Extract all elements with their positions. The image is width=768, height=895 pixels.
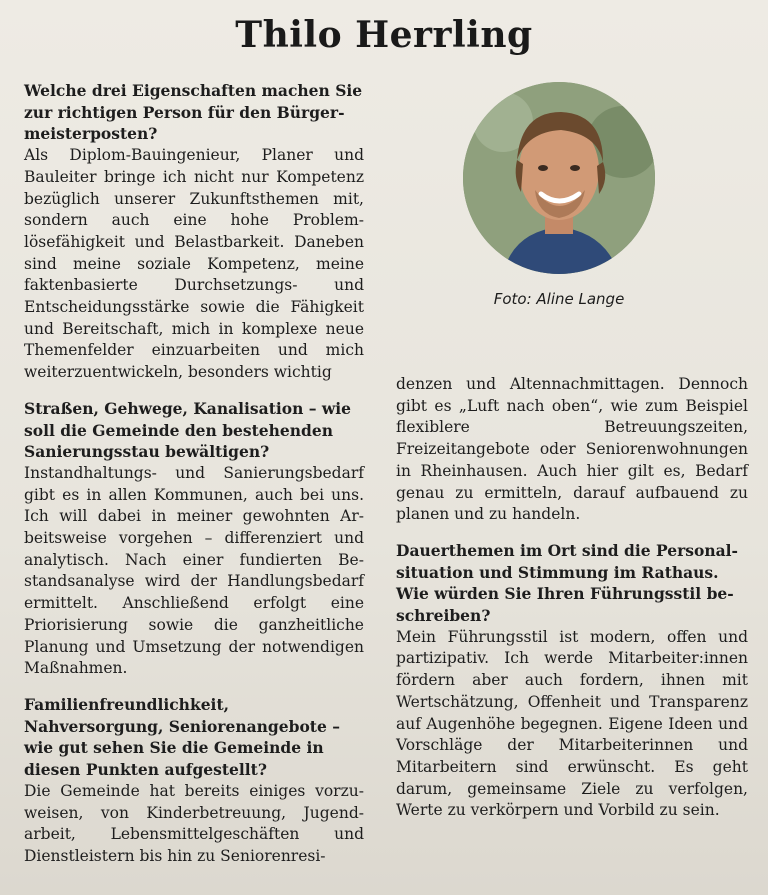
photo-caption: Foto: Aline Lange	[493, 290, 625, 308]
article-title: Thilo Herrling	[235, 14, 533, 56]
question-1: Welche drei Eigenschaften machen Sie zur richtigen Person für den Bürgermeisterposten?	[24, 81, 363, 144]
answer-2: Instandhaltungs- und Sanierungsbedarf gibt es in allen Kommunen, auch bei uns. Ich will dabei in meiner gewohnten Arbeitsweise vorgehen – differenziert und analytisch. Nach einer fundierten Bestandsanalyse wird der Handlungsbedarf ermittelt. Anschließend erfolgt eine Priorisierung sowie die ganzheitliche Planung und Umsetzung der notwendigen Maßnahmen.	[24, 463, 364, 678]
question-3: Familienfreundlichkeit, Nahversorgung, Seniorenangebote – wie gut sehen Sie die Gemeinde in diesen Punkten aufgestellt?	[24, 694, 340, 780]
qa-block-4	[396, 540, 748, 822]
answer-3-continuation: denzen und Altennachmittagen. Dennoch gibt es „Luft nach oben“, wie zum Beispiel flexiblere Betreuungszeiten, Freizeitangebote oder Seniorenwohnungen in Rheinhausen. Auch hier gilt es, Bedarf genau zu ermitteln, darauf aufbauend zu planen und zu handeln.	[396, 375, 748, 524]
question-2: Straßen, Gehwege, Kanalisation – wie soll die Gemeinde den bestehenden Sanierungsstau bewältigen?	[24, 398, 351, 462]
question-4: Dauerthemen im Ort sind die Personalsituation und Stimmung im Rathaus. Wie würden Sie Ihren Führungsstil beschreiben?	[396, 540, 738, 626]
continuation-block	[396, 374, 748, 526]
qa-block-1	[24, 80, 364, 384]
portrait-illustration	[463, 82, 655, 274]
answer-3: Die Gemeinde hat bereits einiges vorzuweisen, von Kinderbetreuung, Jugendarbeit, Lebensmittelgeschäften und Dienstleistern bis hin zu Seniorenresi-	[24, 781, 364, 865]
portrait-photo	[463, 82, 655, 274]
qa-block-2	[24, 398, 364, 680]
answer-4: Mein Führungsstil ist modern, offen und partizipativ. Ich werde Mitarbeiter:innen fördern aber auch fordern, ihnen mit Wertschätzung, Offenheit und Transparenz auf Augenhöhe begegnen. Eigene Ideen und Vorschläge der Mitarbeiterinnen und Mitarbeitern sind erwünscht. Es geht darum, gemeinsame Ziele zu verfolgen, Werte zu verkörpern und Vorbild zu sein.	[396, 627, 748, 820]
answer-1: Als Diplom-Bauingenieur, Planer und Bauleiter bringe ich nicht nur Kompetenz bezüglich unserer Zukunftsthemen mit, sondern auch eine hohe Problemlösefähigkeit und Belastbarkeit. Daneben sind meine soziale Kompetenz, meine faktenbasierte Durchsetzungs- und Entscheidungsstärke sowie die Fähigkeit und Bereitschaft, mich in komplexe neue Themenfelder einzuarbeiten und mich weiterzuentwickeln, besonders wichtig	[24, 146, 364, 382]
right-column	[396, 374, 748, 836]
left-column	[24, 80, 364, 882]
qa-block-3	[24, 694, 364, 868]
